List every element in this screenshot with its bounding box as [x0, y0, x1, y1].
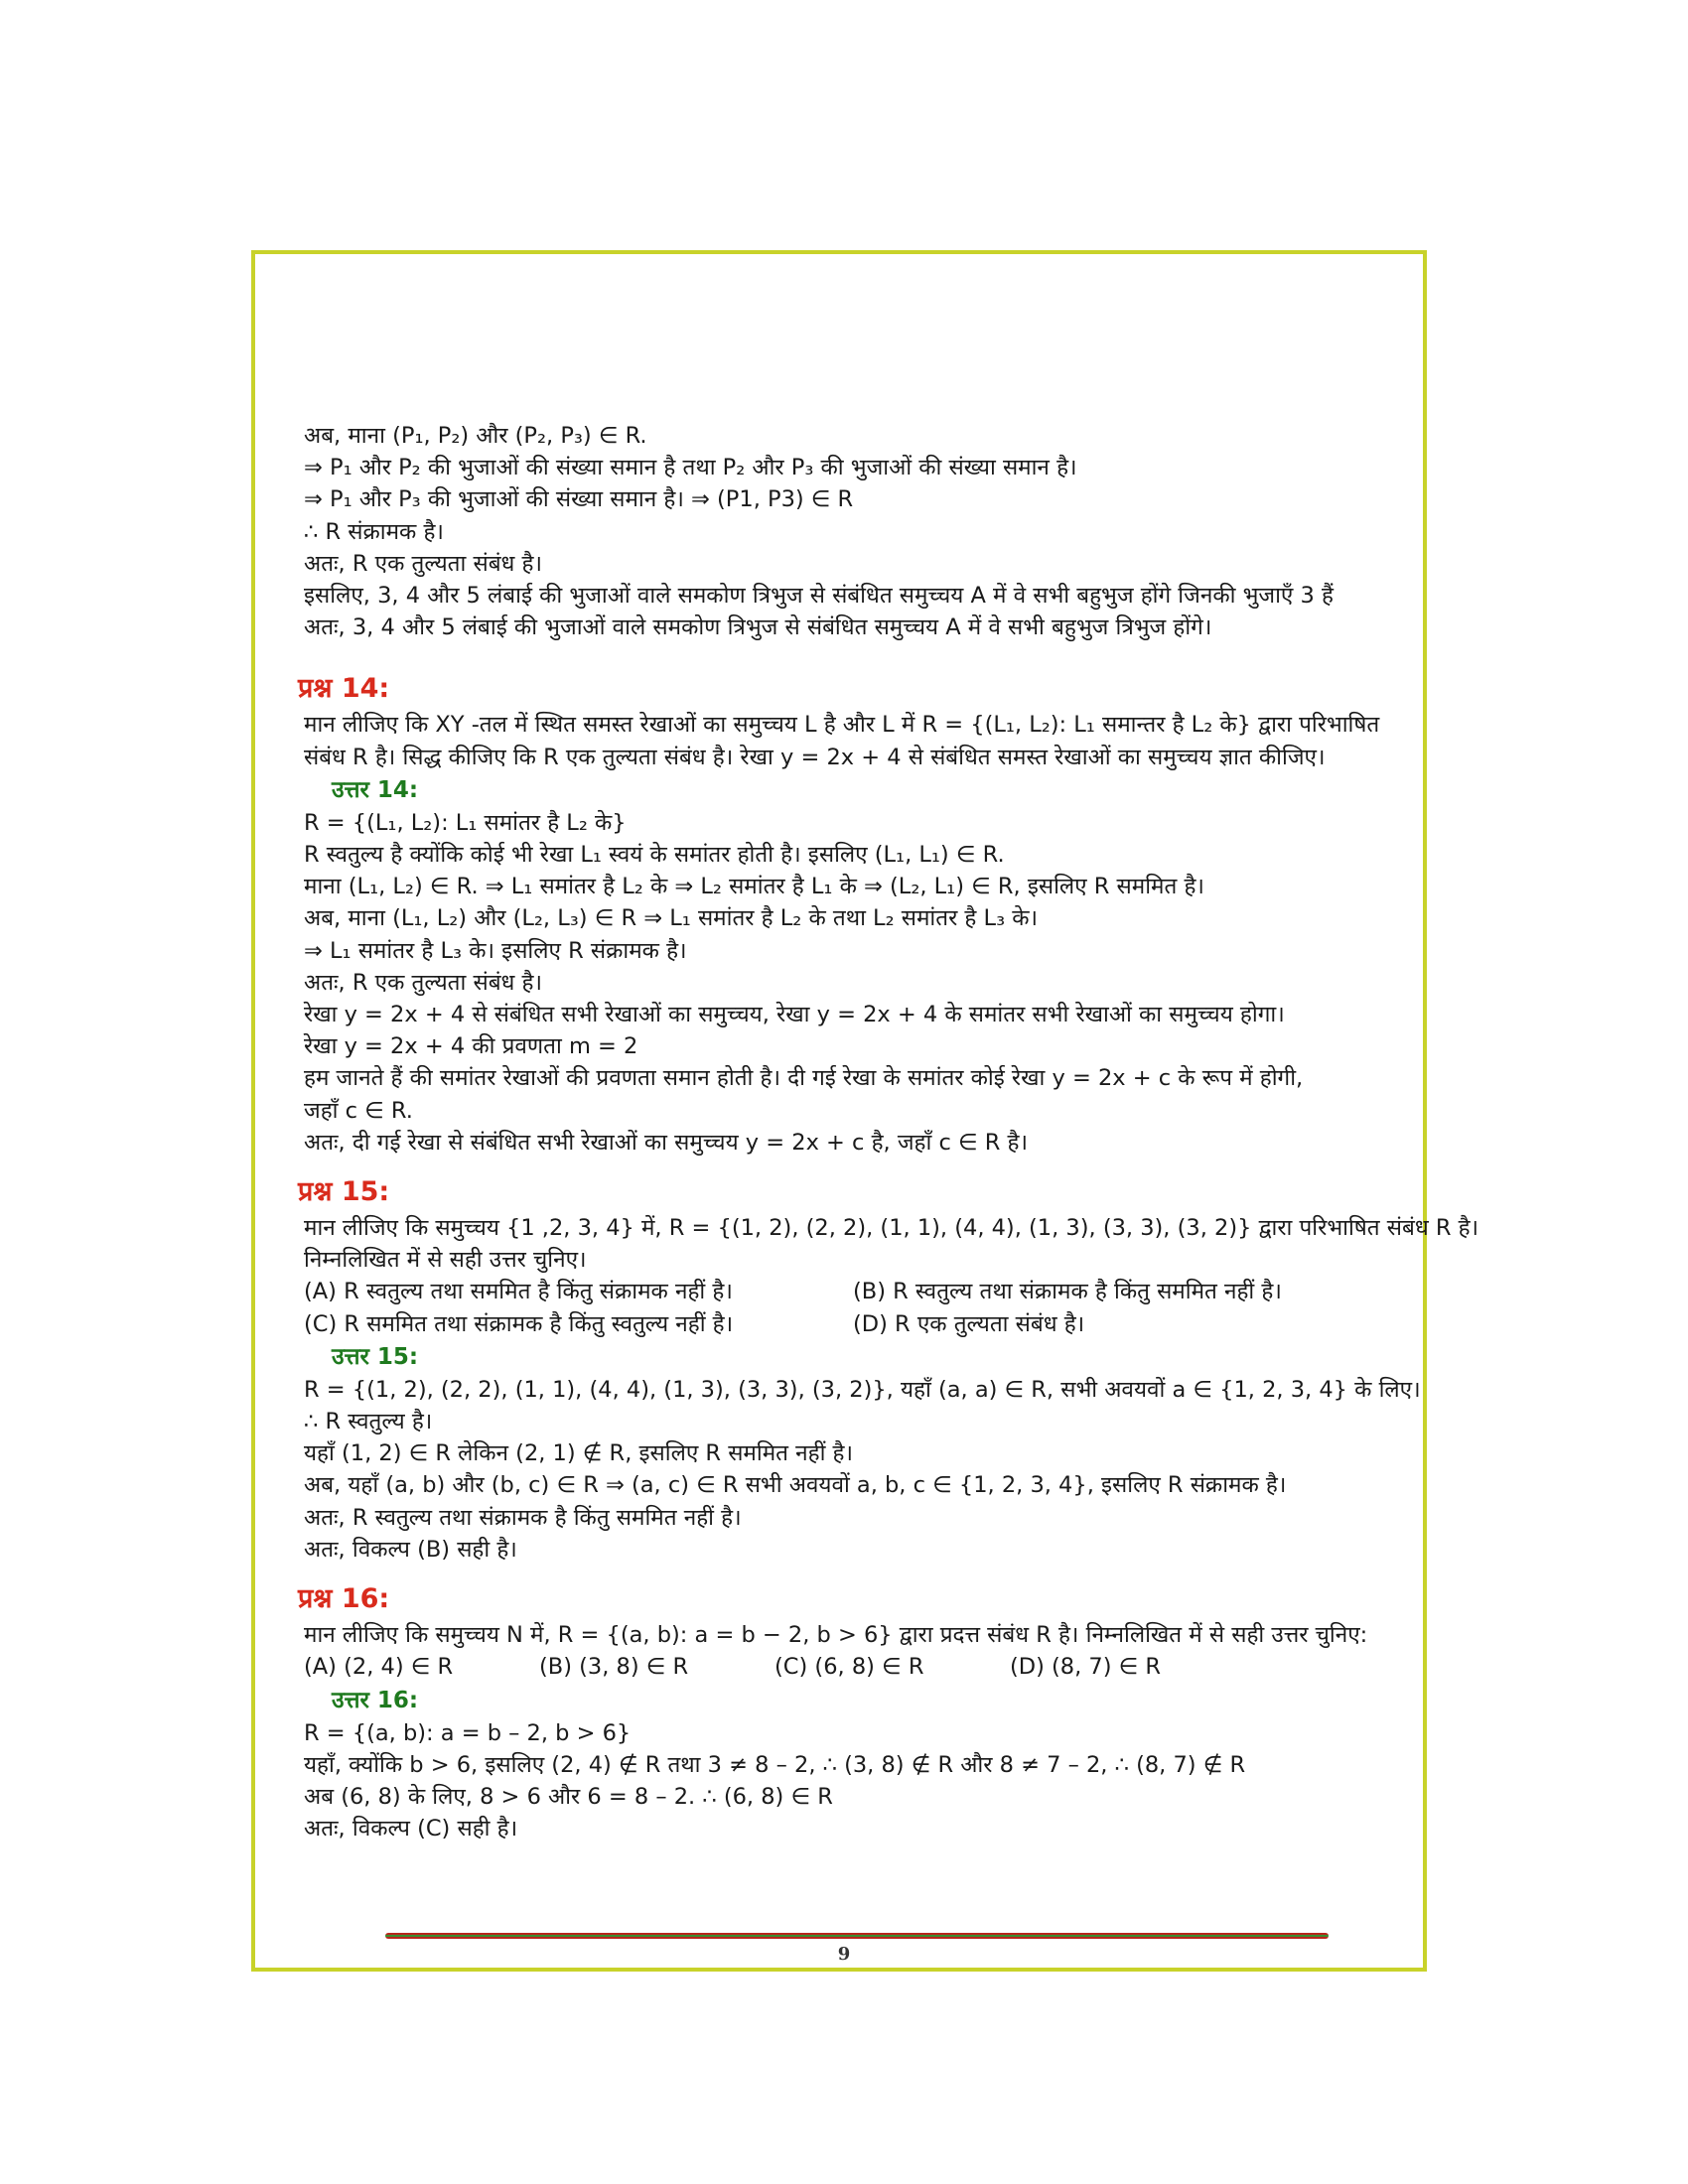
answer-14-line: ⇒ L₁ समांतर है L₃ के। इसलिए R संक्रामक है।: [304, 937, 687, 964]
answer-15-line: ∴ R स्वतुल्य है।: [304, 1409, 433, 1435]
option-d: (D) (8, 7) ∈ R: [1010, 1654, 1162, 1681]
answer-14-heading: उत्तर 14:: [332, 776, 419, 803]
intro-line: अतः, R एक तुल्यता संबंध है।: [304, 550, 543, 577]
answer-14-line: अब, माना (L₁, L₂) और (L₂, L₃) ∈ R ⇒ L₁ समांतर है L₂ के तथा L₂ समांतर है L₃ के।: [304, 905, 1039, 932]
answer-16-line: अब (6, 8) के लिए, 8 > 6 और 6 = 8 – 2. ∴ (6, 8) ∈ R: [304, 1783, 833, 1810]
question-16-text: मान लीजिए कि समुच्चय N में, R = {(a, b): a = b − 2, b > 6} द्वारा प्रदत्त संबंध R है। निम्नलिखित में से सही उत्तर चुनिए:: [304, 1622, 1368, 1649]
question-14-heading: प्रश्न 14:: [298, 673, 390, 705]
answer-14-line: R स्वतुल्य है क्योंकि कोई भी रेखा L₁ स्वयं के समांतर होती है। इसलिए (L₁, L₁) ∈ R.: [304, 842, 1005, 869]
answer-16-line: यहाँ, क्योंकि b > 6, इसलिए (2, 4) ∉ R तथा 3 ≠ 8 – 2, ∴ (3, 8) ∉ R और 8 ≠ 7 – 2, ∴ (8, 7) ∉ R: [304, 1751, 1246, 1778]
question-15-text: निम्नलिखित में से सही उत्तर चुनिए।: [304, 1247, 587, 1274]
intro-line: ⇒ P₁ और P₂ की भुजाओं की संख्या समान है तथा P₂ और P₃ की भुजाओं की संख्या समान है।: [304, 455, 1077, 481]
question-15-text: मान लीजिए कि समुच्चय {1 ,2, 3, 4} में, R = {(1, 2), (2, 2), (1, 1), (4, 4), (1, 3), (3, 3), (3, 2)} द्वारा परिभाषित संबंध R है।: [304, 1215, 1479, 1242]
answer-15-line: अब, यहाँ (a, b) और (b, c) ∈ R ⇒ (a, c) ∈ R सभी अवयवों a, b, c ∈ {1, 2, 3, 4}, इसलिए R संक्रामक है।: [304, 1472, 1287, 1499]
answer-15-line: R = {(1, 2), (2, 2), (1, 1), (4, 4), (1, 3), (3, 3), (3, 2)}, यहाँ (a, a) ∈ R, सभी अवयवों a ∈ {1, 2, 3, 4} के लिए।: [304, 1376, 1421, 1403]
page-content: [298, 420, 1479, 1844]
option-b: (B) (3, 8) ∈ R: [539, 1654, 689, 1681]
question-16-options-row: [304, 1651, 1404, 1683]
answer-16-line: अतः, विकल्प (C) सही है।: [304, 1816, 518, 1843]
answer-15-heading: उत्तर 15:: [332, 1343, 419, 1370]
intro-line: ⇒ P₁ और P₃ की भुजाओं की संख्या समान है। ⇒ (P1, P3) ∈ R: [304, 486, 854, 513]
answer-14-line: जहाँ c ∈ R.: [304, 1097, 413, 1124]
question-15-options-row: [304, 1276, 1404, 1307]
answer-14-line: माना (L₁, L₂) ∈ R. ⇒ L₁ समांतर है L₂ के ⇒ L₂ समांतर है L₁ के ⇒ (L₂, L₁) ∈ R, इसलिए R सममित है।: [304, 874, 1204, 900]
answer-14-line: रेखा y = 2x + 4 से संबंधित सभी रेखाओं का समुच्चय, रेखा y = 2x + 4 के समांतर सभी रेखाओं का समुच्चय होगा।: [304, 1002, 1285, 1028]
answer-15-line: यहाँ (1, 2) ∈ R लेकिन (2, 1) ∉ R, इसलिए R सममित नहीं है।: [304, 1440, 854, 1467]
answer-14-line: R = {(L₁, L₂): L₁ समांतर है L₂ के}: [304, 809, 627, 836]
answer-14-line: रेखा y = 2x + 4 की प्रवणता m = 2: [304, 1033, 638, 1060]
page-number: 9: [837, 1944, 851, 1965]
answer-16-line: R = {(a, b): a = b – 2, b > 6}: [304, 1719, 632, 1746]
question-15-heading: प्रश्न 15:: [298, 1176, 390, 1208]
footer-divider: [385, 1933, 1329, 1939]
option-a: (A) R स्वतुल्य तथा सममित है किंतु संक्रामक नहीं है।: [304, 1279, 733, 1305]
intro-line: अब, माना (P₁, P₂) और (P₂, P₃) ∈ R.: [304, 423, 647, 449]
answer-16-heading: उत्तर 16:: [332, 1687, 419, 1713]
question-15-options-row: [304, 1308, 1404, 1340]
option-c: (C) (6, 8) ∈ R: [774, 1654, 924, 1681]
option-d: (D) R एक तुल्यता संबंध है।: [853, 1310, 1085, 1337]
answer-14-line: अतः, R एक तुल्यता संबंध है।: [304, 969, 543, 996]
answer-15-line: अतः, R स्वतुल्य तथा संक्रामक है किंतु सममित नहीं है।: [304, 1504, 742, 1531]
option-a: (A) (2, 4) ∈ R: [304, 1654, 454, 1681]
question-16-heading: प्रश्न 16:: [298, 1583, 390, 1615]
intro-line: ∴ R संक्रामक है।: [304, 518, 444, 545]
option-c: (C) R सममित तथा संक्रामक है किंतु स्वतुल्य नहीं है।: [304, 1310, 734, 1337]
answer-14-line: अतः, दी गई रेखा से संबंधित सभी रेखाओं का समुच्चय y = 2x + c है, जहाँ c ∈ R है।: [304, 1129, 1028, 1156]
answer-15-line: अतः, विकल्प (B) सही है।: [304, 1536, 517, 1563]
intro-line: अतः, 3, 4 और 5 लंबाई की भुजाओं वाले समकोण त्रिभुज से संबंधित समुच्चय A में वे सभी बहुभुज त्रिभुज होंगे।: [304, 614, 1212, 641]
question-14-text: मान लीजिए कि XY -तल में स्थित समस्त रेखाओं का समुच्चय L है और L में R = {(L₁, L₂): L₁ समान्तर है L₂ के} द्वारा परिभाषित संबंध R है। सिद्ध कीजिए कि R एक तुल्यता संबंध है। रेखा y = 2x + 4 से संबंधित समस्त रेखाओं का समुच्चय ज्ञात कीजिए।: [304, 712, 1380, 770]
intro-line: इसलिए, 3, 4 और 5 लंबाई की भुजाओं वाले समकोण त्रिभुज से संबंधित समुच्चय A में वे सभी बहुभुज होंगे जिनकी भुजाएँ 3 हैं: [304, 583, 1334, 610]
answer-14-line: हम जानते हैं की समांतर रेखाओं की प्रवणता समान होती है। दी गई रेखा के समांतर कोई रेखा y = 2x + c के रूप में होगी,: [304, 1065, 1304, 1092]
option-b: (B) R स्वतुल्य तथा संक्रामक है किंतु सममित नहीं है।: [853, 1279, 1282, 1305]
